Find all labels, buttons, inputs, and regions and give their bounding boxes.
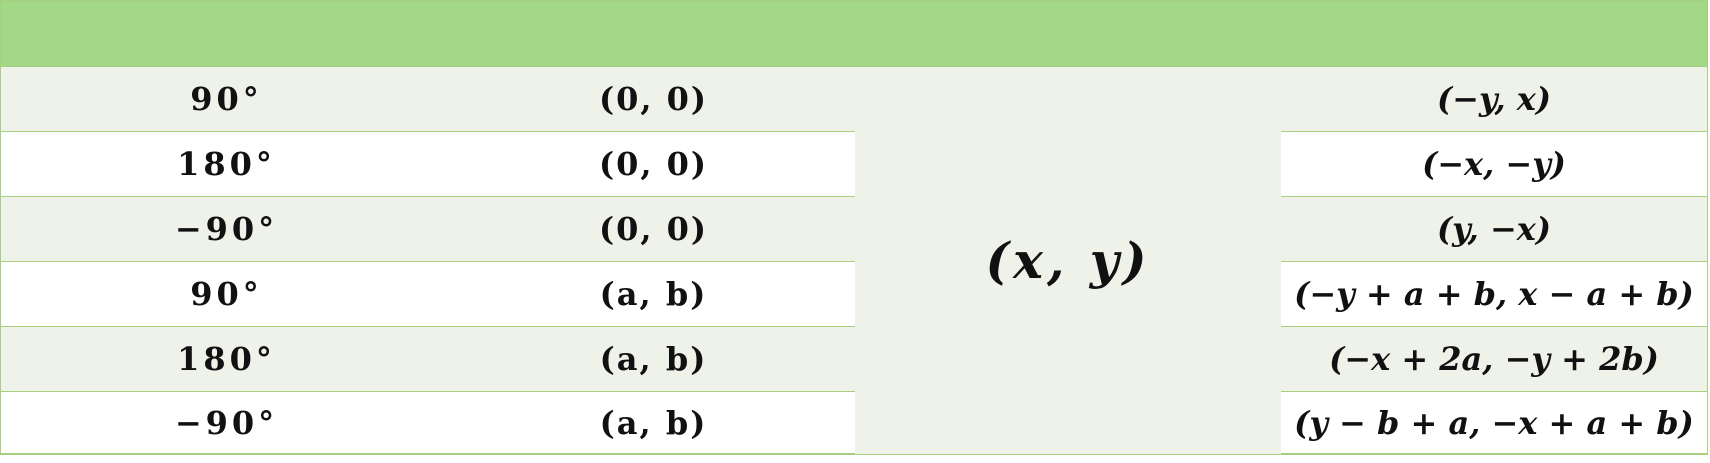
angle-cell: 90° — [190, 275, 263, 313]
center-cell: (0, 0) — [598, 80, 709, 118]
result-cell: (y, −x) — [1437, 210, 1551, 248]
center-cell: (a, b) — [599, 275, 708, 313]
result-cell: (−y, x) — [1437, 80, 1551, 118]
table-row — [1, 327, 1707, 392]
angle-cell: −90° — [174, 210, 279, 248]
center-cell: (a, b) — [599, 340, 708, 378]
table-row — [1, 262, 1707, 327]
center-cell: (0, 0) — [598, 145, 709, 183]
table-row — [1, 132, 1707, 197]
table-row — [1, 67, 1707, 132]
angle-cell: −90° — [174, 403, 279, 442]
result-cell: (−x, −y) — [1422, 145, 1566, 183]
result-cell: (−x + 2a, −y + 2b) — [1329, 340, 1659, 378]
angle-cell: 180° — [177, 145, 276, 183]
center-cell: (0, 0) — [598, 210, 709, 248]
table-header — [1, 1, 1707, 67]
center-cell: (a, b) — [599, 403, 708, 442]
table-row — [1, 197, 1707, 262]
result-cell: (−y + a + b, x − a + b) — [1294, 275, 1694, 313]
angle-cell: 180° — [177, 340, 276, 378]
result-cell: (y − b + a, −x + a + b) — [1294, 403, 1694, 442]
angle-cell: 90° — [190, 80, 263, 118]
original-point-cell: (x, y) — [855, 67, 1281, 454]
table-row — [1, 392, 1707, 454]
